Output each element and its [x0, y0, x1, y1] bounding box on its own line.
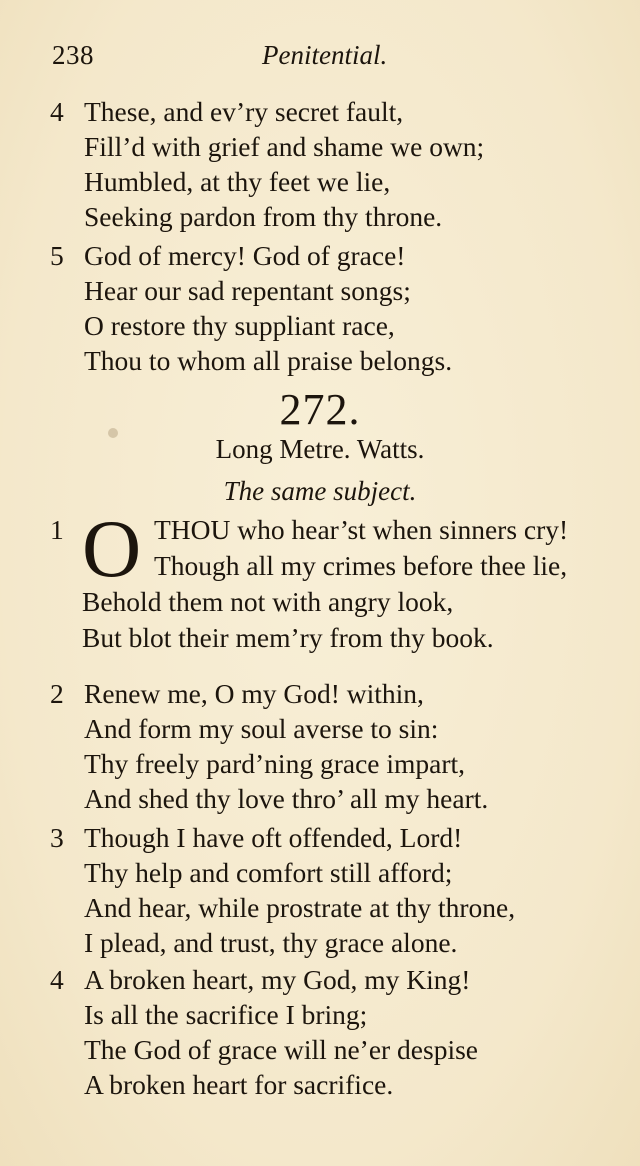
page-header — [52, 40, 412, 80]
page-number: 238 — [52, 40, 94, 70]
stanza-line: Humbled, at thy feet we lie, — [84, 166, 391, 197]
stanza-number: 4 — [50, 964, 64, 995]
stanza-number: 4 — [50, 96, 64, 127]
running-head: Penitential. — [262, 40, 388, 70]
hymn-subject: The same subject. — [223, 476, 417, 506]
hymn-stanza-2 — [50, 676, 488, 816]
stanza-line: And shed thy love thro’ all my heart. — [84, 783, 489, 814]
stanza-number: 1 — [50, 514, 64, 545]
stanza-line: Is all the sacrifice I bring; — [84, 999, 368, 1030]
stanza-prev-4 — [50, 94, 484, 234]
hymn-stanza-1 — [50, 503, 630, 662]
stanza-line: The God of grace will ne’er despise — [84, 1034, 479, 1065]
stanza-line: Behold them not with angry look, — [82, 586, 454, 617]
stanza-line: Hear our sad repentant songs; — [84, 275, 411, 306]
stanza-line: These, and ev’ry secret fault, — [84, 96, 404, 127]
stanza-number: 5 — [50, 240, 64, 271]
stanza-line: A broken heart, my God, my King! — [84, 964, 471, 995]
drop-cap: O — [82, 503, 142, 594]
stanza-line: Thou to whom all praise belongs. — [84, 345, 453, 376]
stanza-line: Fill’d with grief and shame we own; — [84, 131, 485, 162]
stanza-number: 3 — [50, 822, 64, 853]
stanza-number: 2 — [50, 678, 64, 709]
stanza-line: Thy help and comfort still afford; — [84, 857, 453, 888]
stanza-line: A broken heart for sacrifice. — [84, 1069, 394, 1100]
stanza-line: Though I have oft offended, Lord! — [84, 822, 463, 853]
stanza-line: Though all my crimes before thee lie, — [154, 550, 568, 581]
stanza-line: Renew me, O my God! within, — [84, 678, 424, 709]
stanza-prev-5 — [50, 238, 452, 378]
stanza-line: And form my soul averse to sin: — [84, 713, 439, 744]
hymn-number: 272. — [279, 385, 361, 434]
stanza-line: Seeking pardon from thy throne. — [84, 201, 443, 232]
hymn-meter: Long Metre. Watts. — [215, 434, 425, 464]
hymn-stanza-4 — [50, 962, 478, 1102]
stanza-line: But blot their mem’ry from thy book. — [82, 622, 494, 653]
stanza-line: God of mercy! God of grace! — [84, 240, 406, 271]
hymn-stanza-3 — [50, 820, 515, 960]
stanza-line: Thy freely pard’ning grace impart, — [84, 748, 466, 779]
stanza-line: And hear, while prostrate at thy throne, — [84, 892, 516, 923]
stanza-line: O restore thy suppliant race, — [84, 310, 395, 341]
stanza-line: I plead, and trust, thy grace alone. — [84, 927, 458, 958]
stanza-line: THOU who hear’st when sinners cry! — [154, 514, 569, 545]
